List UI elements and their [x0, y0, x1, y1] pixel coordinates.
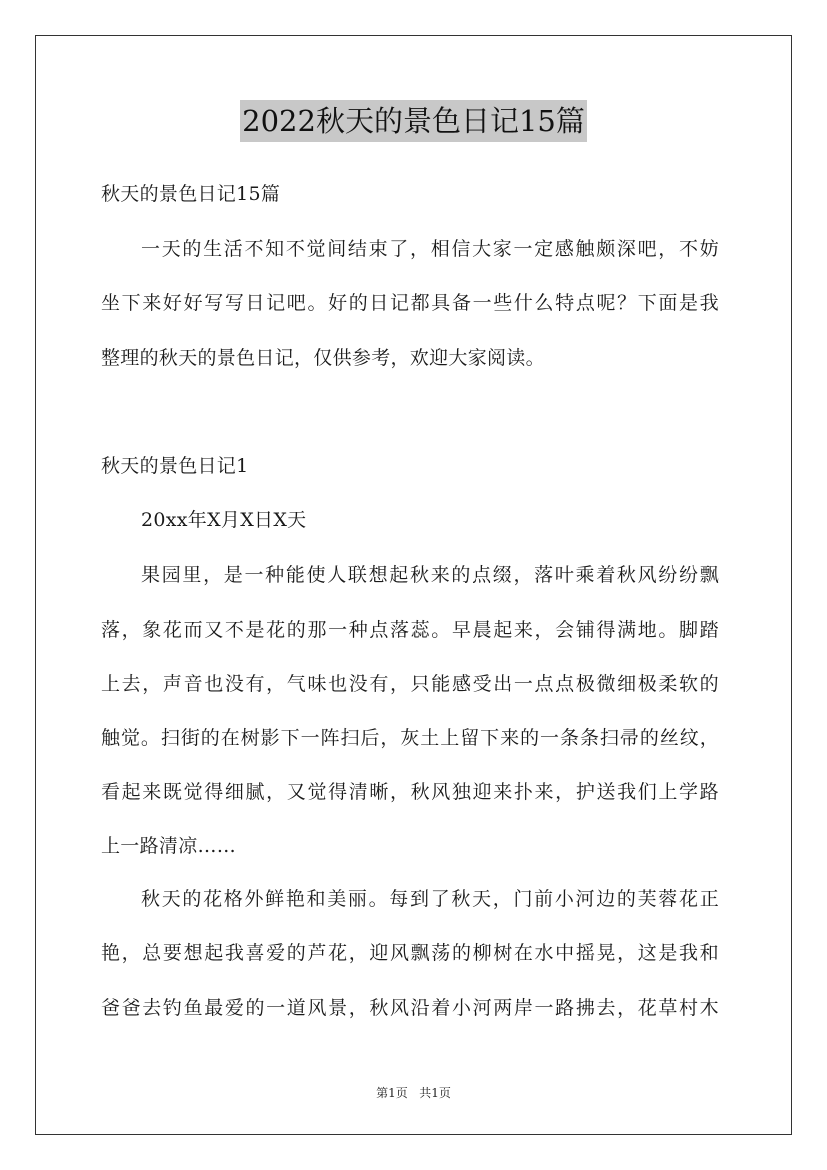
date-line: 20xx年X月X日X天: [141, 509, 307, 531]
paragraph-line: 果园里，是一种能使人联想起秋来的点缀，落叶乘着秋风纷纷飘: [141, 564, 719, 586]
page-footer: [0, 1084, 827, 1101]
paragraph-line: 爸爸去钓鱼最爱的一道风景，秋风沿着小河两岸一路拂去，花草村木: [101, 997, 719, 1019]
section-heading: 秋天的景色日记1: [101, 455, 249, 477]
title-container: [0, 100, 827, 142]
paragraph-line: 秋天的花格外鲜艳和美丽。每到了秋天，门前小河边的芙蓉花正: [141, 888, 719, 910]
paragraph-line: 看起来既觉得细腻，又觉得清晰，秋风独迎来扑来，护送我们上学路: [101, 781, 719, 803]
document-title: 2022秋天的景色日记15篇: [240, 100, 587, 142]
paragraph-line: 落，象花而又不是花的那一种点落蕊。早晨起来，会铺得满地。脚踏: [101, 619, 719, 641]
intro-line: 整理的秋天的景色日记，仅供参考，欢迎大家阅读。: [101, 347, 545, 369]
page-number: 第1页: [376, 1086, 408, 1100]
paragraph-line: 艳，总要想起我喜爱的芦花，迎风飘荡的柳树在水中摇晃，这是我和: [101, 942, 719, 964]
intro-line: 坐下来好好写写日记吧。好的日记都具备一些什么特点呢？下面是我: [101, 292, 719, 314]
document-subtitle: 秋天的景色日记15篇: [101, 183, 281, 205]
intro-line: 一天的生活不知不觉间结束了，相信大家一定感触颇深吧，不妨: [141, 238, 719, 260]
paragraph-line: 上去，声音也没有，气味也没有，只能感受出一点点极微细极柔软的: [101, 673, 719, 695]
paragraph-line: 触觉。扫街的在树影下一阵扫后，灰土上留下来的一条条扫帚的丝纹，: [101, 727, 719, 749]
paragraph-line: 上一路清凉……: [101, 835, 237, 857]
page-total: 共1页: [419, 1086, 451, 1100]
